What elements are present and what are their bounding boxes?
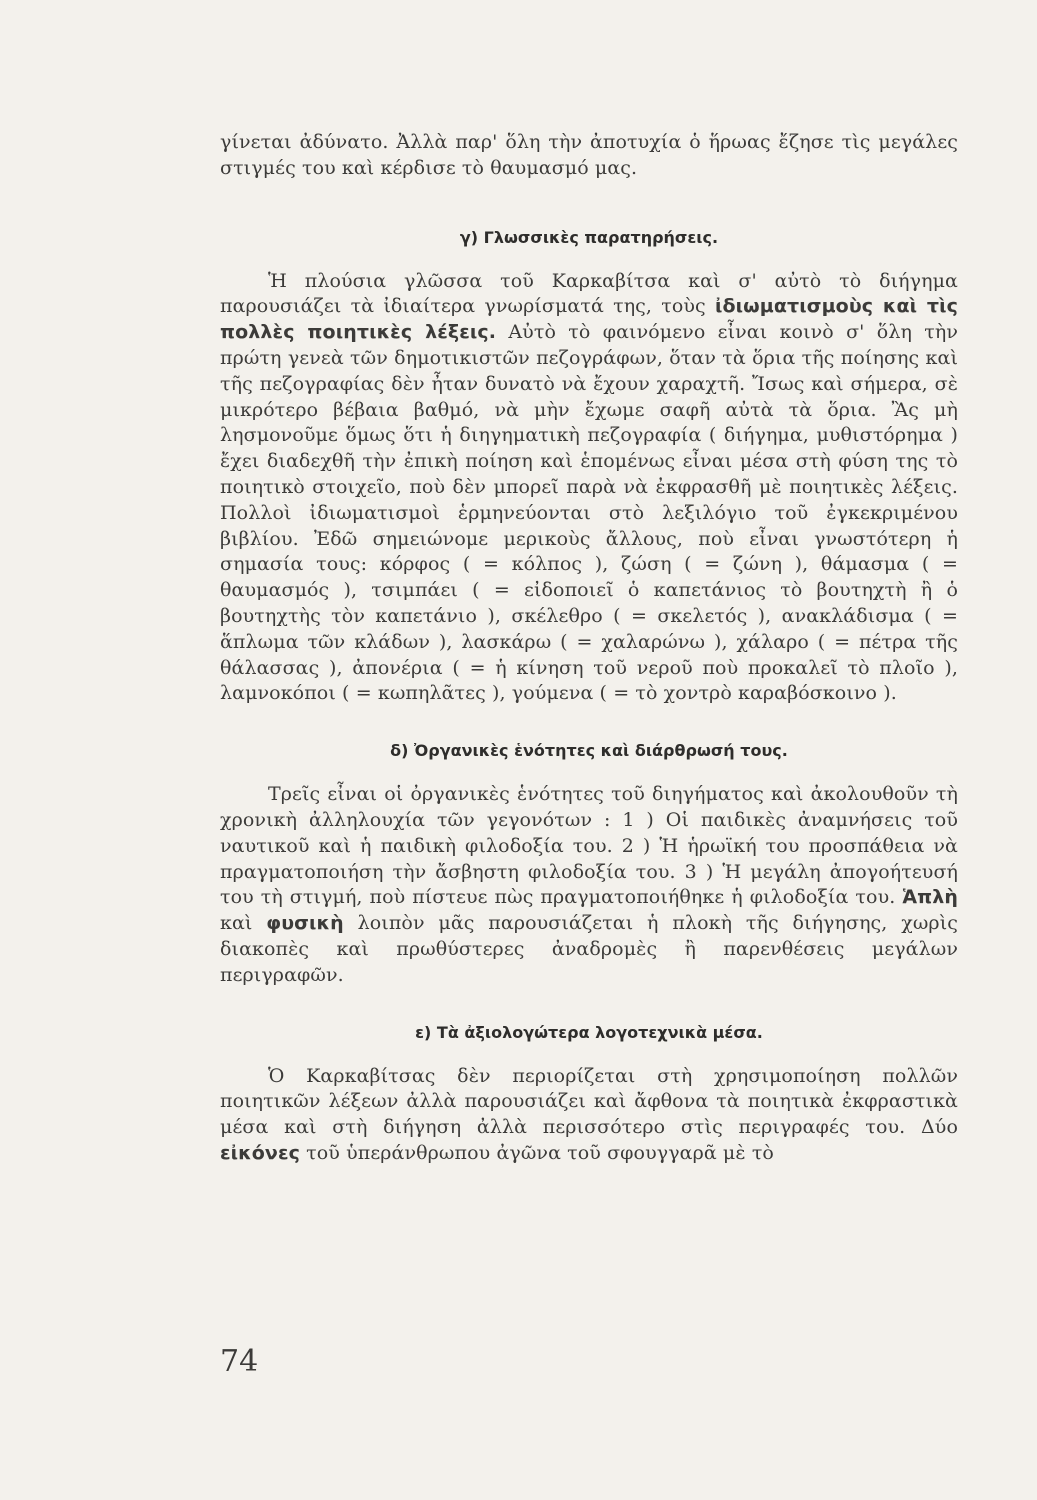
section-c-paragraph (220, 269, 958, 708)
section-c-text-start: Ἡ πλούσια γλῶσσα τοῦ Καρκαβίτσα καὶ σ' αὐτὸ τὸ διήγημα παρουσιάζει τὰ ἰδιαίτερα γνωρίσματά της, τοὺς (220, 269, 958, 318)
page-number: 74 (220, 1344, 259, 1379)
section-d-text-mid: καὶ (220, 912, 253, 935)
section-e-heading: ε) Τὰ ἀξιολογώτερα λογοτεχνικὰ μέσα. (415, 1022, 763, 1042)
section-c-bold-phrase: ἰδιωματισμοὺς καὶ τὶς πολλὲς ποιητικὲς λέξεις. (220, 295, 958, 344)
section-e-text-rest: τοῦ ὑπεράνθρωπου ἀγῶνα τοῦ σφουγγαρᾶ μὲ τὸ (306, 1141, 774, 1164)
opening-text: γίνεται ἀδύνατο. Ἀλλὰ παρ' ὅλη τὴν ἀποτυχία ὁ ἥρωας ἔζησε τὶς μεγάλες στιγμές του καὶ κέρδισε τὸ θαυμασμό μας. (220, 131, 958, 179)
section-d-paragraph (220, 782, 958, 988)
section-d-bold-simple: Ἁπλὴ (902, 886, 959, 909)
section-e-bold-images: εἰκόνες (220, 1141, 301, 1164)
section-d-text-start: Τρεῖς εἶναι οἱ ὀργανικὲς ἑνότητες τοῦ διηγήματος καὶ ἀκολουθοῦν τὴ χρονικὴ ἀλληλουχία τῶν γεγονότων : 1 ) Οἱ παιδικὲς ἀναμνήσεις τοῦ ναυτικοῦ καὶ ἡ παιδικὴ φιλοδοξία του. 2 ) Ἡ ἡρωϊκή του προσπάθεια νὰ πραγματοποιήση τὴν ἄσβηστη φιλοδοξία του. 3 ) Ἡ μεγάλη ἀπογοήτευσή του τὴ στιγμή, ποὺ πίστευε πὼς πραγματοποιήθηκε ἡ φιλοδοξία του. (220, 783, 958, 909)
section-c-heading: γ) Γλωσσικὲς παρατηρήσεις. (459, 227, 719, 247)
opening-paragraph (220, 130, 958, 182)
section-e-paragraph (220, 1064, 958, 1167)
section-c-text-rest: Αὐτὸ τὸ φαινόμενο εἶναι κοινὸ σ' ὅλη τὴν πρώτη γενεὰ τῶν δημοτικιστῶν πεζογράφων, ὅταν τὰ ὅρια τῆς ποίησης καὶ τῆς πεζογραφίας δὲν ἦταν δυνατὸ νὰ ἔχουν χαραχτῆ. Ἴσως καὶ σήμερα, σὲ μικρότερο βέβαια βαθμό, νὰ μὴν ἔχωμε σαφῆ αὐτὰ τὰ ὅρια. Ἂς μὴ λησμονοῦμε ὅμως ὅτι ἡ διηγηματικὴ πεζογραφία ( διήγημα, μυθιστόρημα ) ἔχει διαδεχθῆ τὴν ἐπικὴ ποίηση καὶ ἑπομένως εἶναι μέσα στὴ φύση της τὸ ποιητικὸ στοιχεῖο, ποὺ δὲν μπορεῖ παρὰ νὰ ἐκφρασθῆ μὲ ποιητικὲς λέξεις. Πολλοὶ ἰδιωματισμοὶ ἑρμηνεύονται στὸ λεξιλόγιο τοῦ ἐγκεκριμένου βιβλίου. Ἐδῶ σημειώνομε μερικοὺς ἄλλους, ποὺ εἶναι γνωστότερη ἡ σημασία τους: κόρφος ( = κόλπος ), ζώση ( = ζώνη ), θάμασμα ( = θαυμασμός ), τσιμπάει ( = εἰδοποιεῖ ὁ καπετάνιος τὸ βουτηχτὴ ἢ ὁ βουτηχτὴς τὸν καπετάνιο ), σκέλεθρο ( = σκελετός ), ανακλάδισμα ( = ἅπλωμα τῶν κλάδων ), λασκάρω ( = χαλαρώνω ), χάλαρο ( = πέτρα τῆς θάλασσας ), ἀπονέρια ( = ἡ κίνηση τοῦ νεροῦ ποὺ προκαλεῖ τὸ πλοῖο ), λαμνοκόποι ( = κωπηλᾶτες ), γούμενα ( = τὸ χοντρὸ καραβόσκοινο ). (220, 321, 958, 705)
page-body (220, 124, 958, 1167)
section-d-text-rest: λοιπὸν μᾶς παρουσιάζεται ἡ πλοκὴ τῆς διήγησης, χωρὶς διακοπὲς καὶ πρωθύστερες ἀναδρομὲς ἢ παρενθέσεις μεγάλων περιγραφῶν. (220, 912, 958, 986)
section-d-bold-natural: φυσικὴ (266, 912, 344, 935)
section-e-text-start: Ὁ Καρκαβίτσας δὲν περιορίζεται στὴ χρησιμοποίηση πολλῶν ποιητικῶν λέξεων ἀλλὰ παρουσιάζει καὶ ἄφθονα τὰ ποιητικὰ ἐκφραστικὰ μέσα καὶ στὴ διήγηση ἀλλὰ περισσότερο στὶς περιγραφές του. Δύο (220, 1064, 958, 1139)
section-d-heading: δ) Ὀργανικὲς ἑνότητες καὶ διάρθρωσή τους. (390, 741, 788, 761)
